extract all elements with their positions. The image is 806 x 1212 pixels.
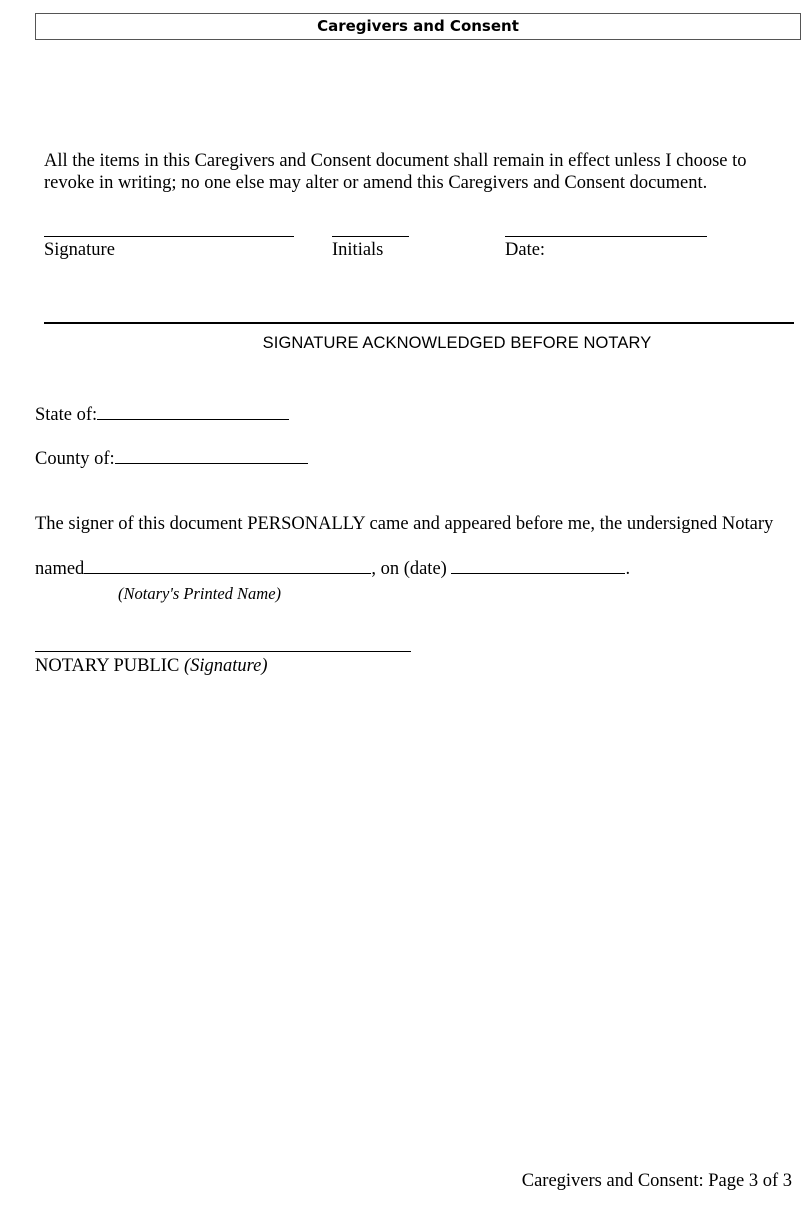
notary-date-field[interactable]	[451, 557, 625, 574]
state-field[interactable]	[97, 403, 289, 420]
date-label: Date:	[505, 240, 546, 260]
state-label: State of:	[35, 405, 98, 425]
initials-line[interactable]	[332, 236, 409, 237]
notary-name-field[interactable]	[84, 557, 371, 574]
initials-label: Initials	[332, 240, 384, 260]
signature-label: Signature	[44, 240, 115, 260]
state-row	[35, 403, 289, 426]
document-title: Caregivers and Consent	[35, 13, 801, 40]
notary-signature-note: (Signature)	[183, 656, 268, 676]
date-line[interactable]	[505, 236, 707, 237]
county-label: County of:	[35, 449, 115, 469]
notary-heading: SIGNATURE ACKNOWLEDGED BEFORE NOTARY	[262, 334, 652, 352]
on-date-label: , on (date)	[371, 559, 447, 579]
period: .	[625, 559, 631, 579]
county-row	[35, 447, 308, 470]
notary-public-label: NOTARY PUBLIC	[35, 656, 180, 676]
notary-public-row	[35, 655, 268, 677]
signature-line[interactable]	[44, 236, 294, 237]
consent-paragraph: All the items in this Caregivers and Consent document shall remain in effect unless I choose to revoke in writing; no one else may alter or amend this Caregivers and Consent document.	[44, 151, 747, 193]
county-field[interactable]	[115, 447, 308, 464]
page-footer: Caregivers and Consent: Page 3 of 3	[521, 1171, 792, 1191]
printed-name-note: (Notary's Printed Name)	[118, 584, 282, 603]
notary-signature-line[interactable]	[35, 651, 411, 652]
named-row	[35, 557, 630, 580]
section-divider	[44, 322, 794, 324]
named-label: named	[35, 559, 85, 579]
notary-statement: The signer of this document PERSONALLY came and appeared before me, the undersigned Notary	[35, 514, 774, 534]
